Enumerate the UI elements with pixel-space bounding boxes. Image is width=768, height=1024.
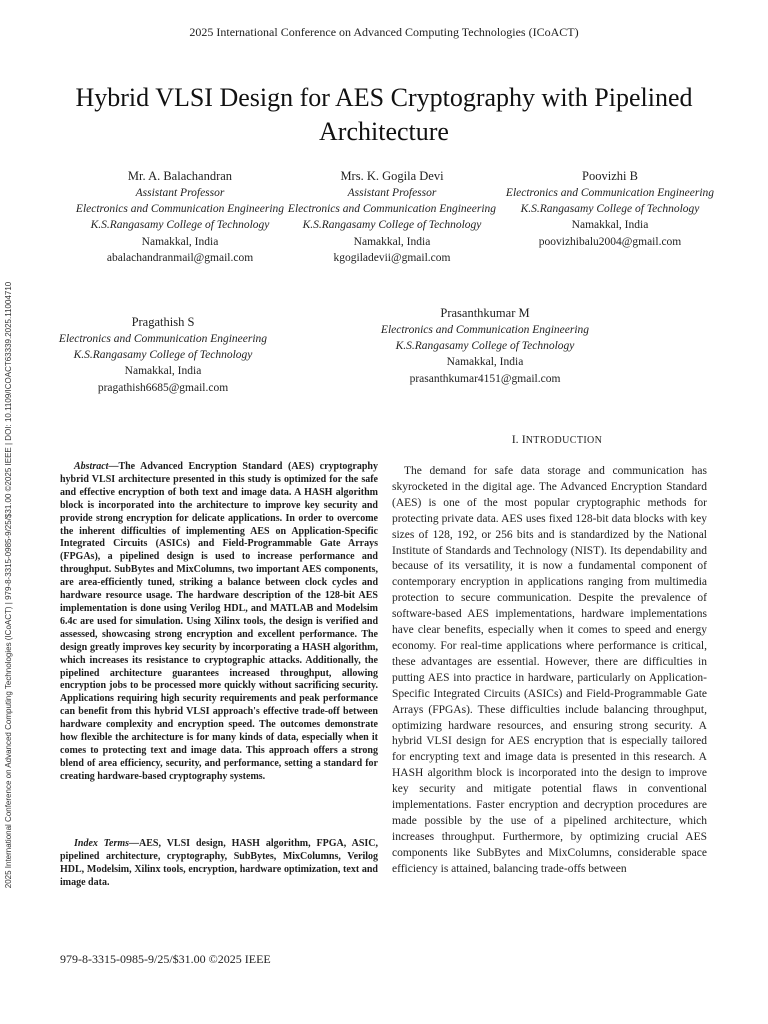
author-position: Assistant Professor — [135, 187, 225, 199]
section-heading-introduction — [392, 432, 722, 447]
author-block — [280, 168, 504, 266]
abstract-paragraph: Abstract—The Advanced Encryption Standard (AES) cryptography hybrid VLSI architecture presented in this study is optimized for the safe and effective encryption of both text and image data. A HASH algorithm block is incorporated into the architecture to improve key security and provide strong encryption for delicate applications. In order to overcome the inherent difficulties of implementing AES on Application-Specific Integrated Circuits (ASICs) and Field-Programmable Gate Arrays (FPGAs), a pipelined design is used to increase performance and throughput. SubBytes and MixColumns, two important AES components, are area-efficiently tuned, striking a balance between clock cycles and hardware resource usage. The hardware description of the 128-bit AES implementation is done using Verilog HDL, and MATLAB and Modelsim 6.4c are used for simulation. Using Xilinx tools, the design is verified and assessed, showcasing strong encryption and excellent performance. The design greatly improves key security by incorporating a HASH algorithm, which increases its resistance to cryptographic attacks. Additionally, the pipelined architecture guarantees increased throughput, allowing encryption jobs to be processed more quickly without sacrificing security. Applications requiring high security requirements and peak performance can benefit from this hybrid VLSI approach's effective trade-off between hardware complexity and encryption speed. The outcomes demonstrate how flexible the architecture is for many kinds of data, especially when it comes to protecting text and image data. This approach offers a strong blend of area efficiency, security, and performance, setting a standard for creating hardware-based cryptography systems. — [60, 461, 378, 782]
author-location: Namakkal, India — [124, 365, 202, 378]
author-department: Electronics and Communication Engineering — [58, 333, 268, 345]
author-block — [372, 305, 598, 387]
author-name: Poovizhi B — [582, 169, 638, 183]
author-college: K.S.Rangasamy College of Technology — [520, 203, 700, 216]
author-location: Namakkal, India — [141, 235, 219, 248]
author-location: Namakkal, India — [571, 219, 649, 232]
author-name: Prasanthkumar M — [440, 306, 530, 320]
conference-header: 2025 International Conference on Advanced Computing Technologies (ICoACT) — [189, 25, 579, 39]
copyright-footer: 979-8-3315-0985-9/25/$31.00 ©2025 IEEE — [60, 952, 271, 966]
author-college: K.S.Rangasamy College of Technology — [302, 219, 482, 232]
author-email: abalachandranmail@gmail.com — [106, 251, 254, 264]
section-number: I. — [511, 432, 519, 446]
author-position: Assistant Professor — [347, 187, 437, 199]
author-department: Electronics and Communication Engineering — [287, 203, 497, 216]
author-email: poovizhibalu2004@gmail.com — [538, 235, 682, 248]
index-terms-lead: Index Terms — [74, 838, 130, 849]
author-name: Mr. A. Balachandran — [127, 169, 233, 183]
paper-title: Hybrid VLSI Design for AES Cryptography with Pipelined Architecture — [75, 83, 693, 146]
author-email: prasanthkumar4151@gmail.com — [409, 372, 561, 385]
author-college: K.S.Rangasamy College of Technology — [90, 219, 270, 232]
abstract-lead: Abstract — [74, 461, 109, 472]
author-college: K.S.Rangasamy College of Technology — [395, 340, 575, 353]
abstract-text: The Advanced Encryption Standard (AES) cryptography hybrid VLSI architecture presented in this study is optimized for the safe and effective encryption of both text and image data. A HASH algorithm block is incorporated into the architecture to improve key security and provide strong encryption for delicate applications. In order to overcome the inherent difficulties of implementing AES on Application-Specific Integrated Circuits (ASICs) and Field-Programmable Gate Arrays (FPGAs), a pipelined design is used to increase performance and throughput. SubBytes and MixColumns, two important AES components, are area-efficiently tuned, striking a balance between clock cycles and hardware resource usage. The hardware description of the 128-bit AES implementation is done using Verilog HDL, and MATLAB and Modelsim 6.4c are used for simulation. Using Xilinx tools, the design is verified and assessed, showcasing strong encryption and excellent performance. The design greatly improves key security by incorporating a HASH algorithm, which increases its resistance to cryptographic attacks. Additionally, the pipelined architecture guarantees increased throughput, allowing encryption jobs to be processed more quickly without sacrificing security. Applications requiring high security requirements and peak performance can benefit from this hybrid VLSI approach's effective trade-off between hardware complexity and encryption speed. The outcomes demonstrate how flexible the architecture is for many kinds of data, especially when it comes to protecting text and image data. This approach offers a strong blend of area efficiency, security, and performance, setting a standard for creating hardware-based cryptography systems. — [60, 461, 378, 782]
index-terms-paragraph: Index Terms—AES, VLSI design, HASH algorithm, FPGA, ASIC, pipelined architecture, cryptography, SubBytes, MixColumns, Verilog HDL, Modelsim, Xilinx tools, encryption, hardware optimization, text and image data. — [60, 838, 379, 888]
author-college: K.S.Rangasamy College of Technology — [73, 349, 253, 362]
section-title-rest: NTRODUCTION — [525, 435, 603, 446]
author-email: pragathish6685@gmail.com — [97, 381, 229, 394]
author-location: Namakkal, India — [446, 356, 524, 369]
author-name: Pragathish S — [131, 315, 195, 329]
side-doi-stamp: 2025 International Conference on Advanced Computing Technologies (ICoACT) | 979-8-3315-0985-9/25/$31.00 ©2025 IEEE | DOI: 10.1109/ICOACT63339.2025.11004710 — [4, 281, 13, 889]
author-department: Electronics and Communication Engineering — [505, 187, 715, 199]
author-block — [498, 168, 722, 250]
author-department: Electronics and Communication Engineering — [380, 324, 590, 336]
author-block — [50, 314, 276, 396]
author-name: Mrs. K. Gogila Devi — [340, 169, 444, 183]
author-department: Electronics and Communication Engineering — [75, 203, 285, 216]
author-block — [66, 168, 294, 266]
section-title-initial: I — [521, 432, 526, 446]
introduction-paragraph: The demand for safe data storage and communication has skyrocketed in the digital age. The Advanced Encryption Standard (AES) is one of the most popular cryptographic methods for protecting private data. AES uses fixed 128-bit data blocks with key sizes of 128, 192, or 256 bits and is standardized by the National Institute of Standards and Technology (NIST). Its dependability and because of its versatility, it is now a fundamental component of contemporary encryption in applications ranging from multimedia protection to secure communication. Despite the prevalence of software-based AES implementations, hardware implementations have clear benefits, especially when it comes to speed and energy economy. For real-time applications where performance is critical, these advantages are essential. However, there are difficulties in putting AES into practice in hardware, particularly on Application-Specific Integrated Circuits (ASICs) and Field-Programmable Gate Arrays (FPGAs). These difficulties include balancing throughput, optimizing hardware resources, and ensuring strong security. A hybrid VLSI design for AES encryption that is especially tailored for encrypting text and image data is presented in this research. A HASH algorithm block is incorporated into the design to improve key security and mitigate potential flaws in conventional implementations. Faster encryption and decryption procedures are made possible by the use of a pipelined architecture, which increases throughput. Furthermore, by optimizing crucial AES components like SubBytes and MixColumns, considerable space efficiency is attained, balancing trade-offs between — [392, 465, 707, 875]
author-email: kgogiladevii@gmail.com — [333, 251, 451, 264]
author-location: Namakkal, India — [353, 235, 431, 248]
index-terms-text: AES, VLSI design, HASH algorithm, FPGA, ASIC, pipelined architecture, cryptography, SubBytes, MixColumns, Verilog HDL, Modelsim, Xilinx tools, encryption, hardware optimization, text and image data. — [60, 838, 379, 888]
